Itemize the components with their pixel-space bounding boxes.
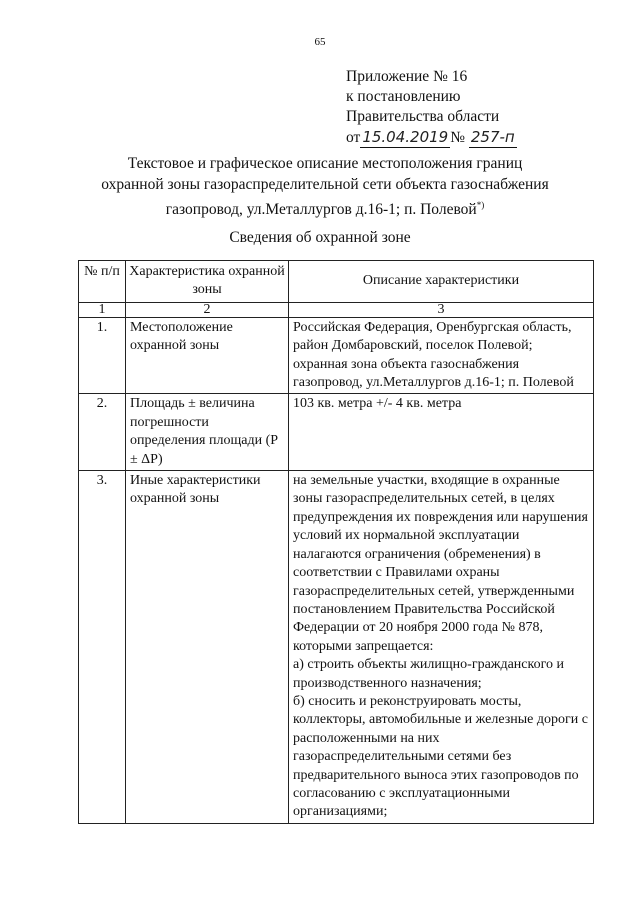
number-prefix: № (450, 129, 466, 146)
column-number: 2 (126, 302, 289, 317)
row-characteristic: Площадь ± величина погрешности определения площади (Р ± ΔР) (126, 394, 289, 471)
footnote-mark: *) (476, 200, 485, 210)
row-characteristic: Местоположение охранной зоны (126, 317, 289, 394)
appendix-line-2: к постановлению (346, 88, 461, 105)
date-prefix: от (346, 129, 361, 146)
document-title (80, 153, 570, 220)
row-characteristic: Иные характеристики охранной зоны (126, 471, 289, 824)
title-line-1: Текстовое и графическое описание местоположения границ (127, 155, 523, 172)
appendix-line-1: Приложение № 16 (346, 68, 468, 85)
appendix-date-line (346, 127, 517, 148)
description-paragraph: 103 кв. метра +/- 4 кв. метра (293, 396, 462, 412)
header-cell-description: Описание характеристики (289, 261, 594, 303)
table-row (79, 394, 594, 471)
description-paragraph: Российская Федерация, Оренбургская область, район Домбаровский, поселок Полевой; (293, 319, 572, 354)
description-paragraph: на земельные участки, входящие в охранные зоны газораспределительных сетей, в целях предупреждения их повреждения или нарушения условий их нормальной эксплуатации налагаются ограничения (обременения) в соответствии с Правилами охраны газораспределительных сетей, утвержденными постановлением Правительства Российской Федерации от 20 ноября 2000 года № 878, которыми запрещается: (293, 473, 588, 654)
description-paragraph: охранная зона объекта газоснабжения газопровод, ул.Металлургов д.16-1; п. Полевой (293, 356, 574, 391)
row-description (289, 471, 594, 824)
header-cell-number: № п/п (79, 261, 126, 303)
handwritten-number: 257-п (470, 128, 515, 146)
column-number: 1 (79, 302, 126, 317)
row-description (289, 317, 594, 394)
table-row (79, 471, 594, 824)
row-number: 1. (79, 317, 126, 394)
column-number: 3 (289, 302, 594, 317)
handwritten-date: 15.04.2019 (362, 128, 449, 146)
appendix-header (346, 67, 517, 148)
row-number: 3. (79, 471, 126, 824)
column-number-row (79, 302, 594, 317)
description-paragraph: б) сносить и реконструировать мосты, коллекторы, автомобильные и железные дороги с расположенными на них газораспределительными сетями без предварительного выноса этих газопроводов по согласованию с эксплуатационными организациями; (293, 693, 588, 820)
protection-zone-table (78, 260, 594, 824)
title-line-3 (80, 195, 570, 220)
table-row (79, 317, 594, 394)
section-subtitle: Сведения об охранной зоне (229, 229, 411, 246)
header-cell-characteristic: Характеристика охранной зоны (126, 261, 289, 303)
row-description (289, 394, 594, 471)
title-line-3-text: газопровод, ул.Металлургов д.16-1; п. Полевой (165, 201, 477, 219)
table-header-row (79, 261, 594, 303)
title-line-2: охранной зоны газораспределительной сети объекта газоснабжения (101, 176, 549, 193)
appendix-line-3: Правительства области (346, 108, 500, 125)
page-number: 65 (314, 36, 326, 48)
description-paragraph: а) строить объекты жилищно-гражданского и производственного назначения; (293, 657, 564, 691)
row-number: 2. (79, 394, 126, 471)
